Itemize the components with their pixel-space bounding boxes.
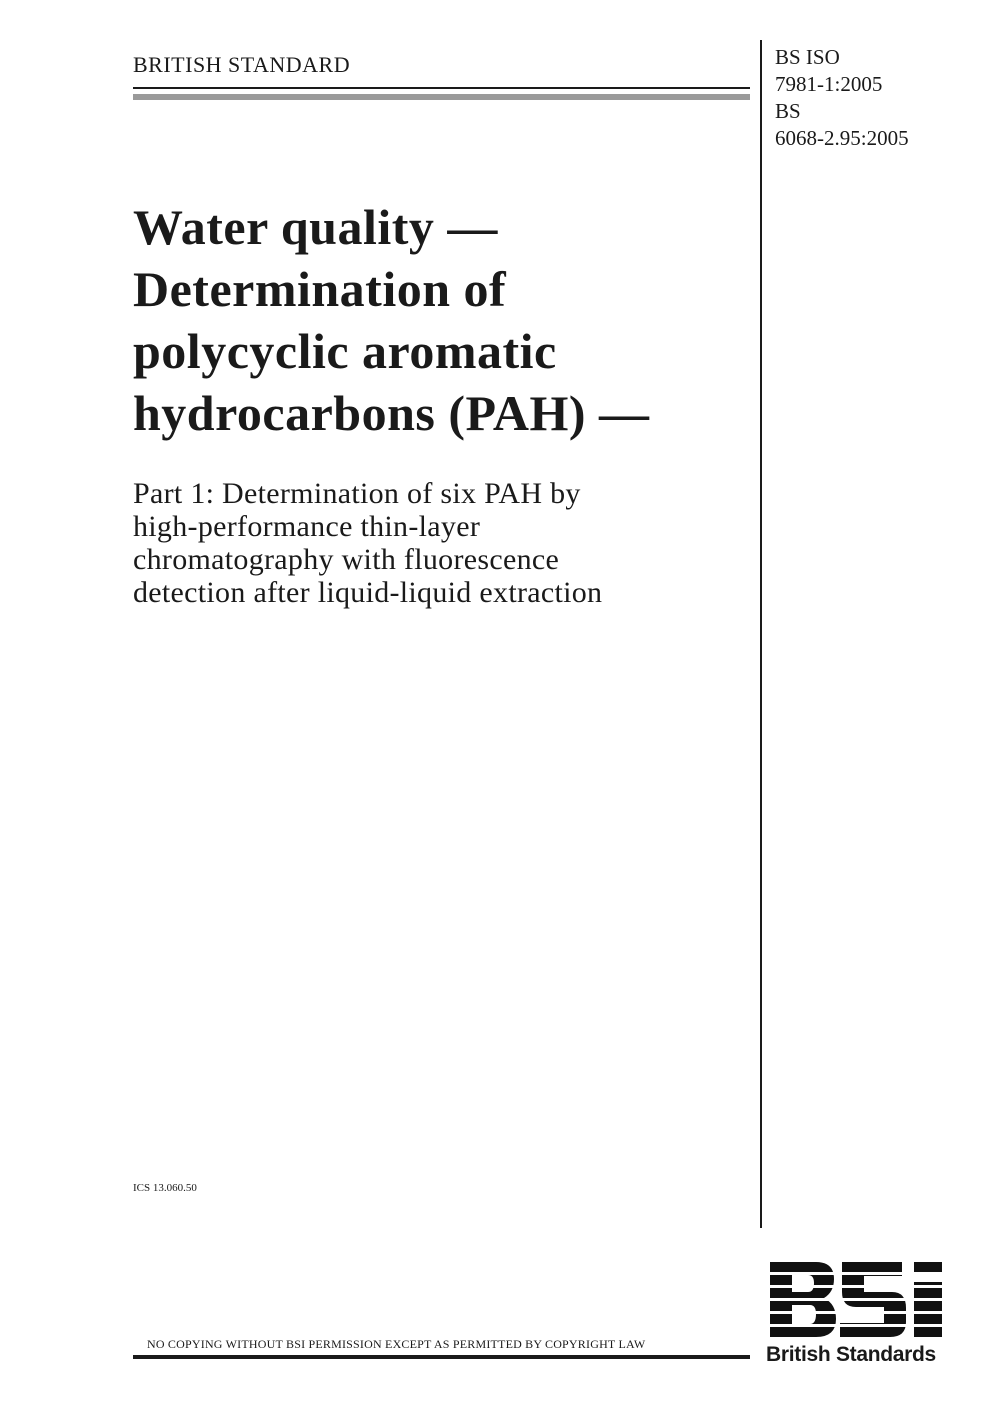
title-line: hydrocarbons (PAH) — (133, 385, 650, 441)
document-subtitle (133, 477, 753, 609)
subtitle-line: high-performance thin-layer (133, 510, 481, 543)
standard-numbers (775, 44, 909, 152)
subtitle-line: chromatography with fluorescence (133, 543, 560, 576)
header-rule-thick (133, 94, 750, 100)
standard-number-line: BS ISO (775, 45, 840, 69)
ics-code: ICS 13.060.50 (133, 1182, 197, 1194)
copyright-notice: NO COPYING WITHOUT BSI PERMISSION EXCEPT AS PERMITTED BY COPYRIGHT LAW (147, 1337, 646, 1351)
header-rule-thin (133, 87, 750, 89)
footer-rule (133, 1355, 750, 1359)
title-line: polycyclic aromatic (133, 323, 557, 379)
subtitle-line: detection after liquid-liquid extraction (133, 576, 603, 609)
title-line: Determination of (133, 261, 507, 317)
header-label: BRITISH STANDARD (133, 52, 351, 77)
title-line: Water quality — (133, 199, 498, 255)
bsi-caption: British Standards (766, 1343, 936, 1366)
subtitle-line: Part 1: Determination of six PAH by (133, 477, 581, 510)
document-title (133, 196, 753, 444)
standard-number-line: BS (775, 99, 801, 123)
standard-number-line: 6068-2.95:2005 (775, 126, 909, 150)
vertical-divider (760, 40, 762, 1228)
standard-number-line: 7981-1:2005 (775, 72, 883, 96)
